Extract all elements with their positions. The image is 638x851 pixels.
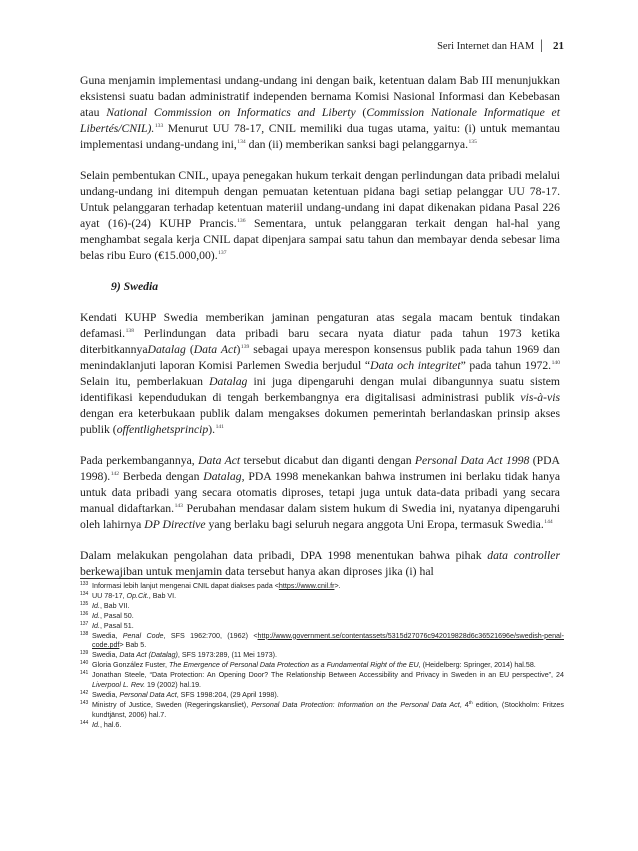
header-separator: | — [540, 38, 543, 53]
footnote-136: 136 Id., Pasal 50. — [80, 610, 134, 620]
cnil-link[interactable]: https://www.cnil.fr — [278, 582, 335, 590]
series-title: Seri Internet dan HAM — [437, 40, 535, 52]
footnote-144: 144 Id., hal.6. — [80, 719, 122, 729]
footnote-140: 140 Gloria González Fuster, The Emergence of Personal Data Protection as a Fundamental Right of the EU, (Heidelberg: Springer, 2014) hal.58. — [80, 660, 536, 670]
footnote-138: 138 Swedia, Penal Code, SFS 1962:700, (1962) <http://www.government.se/contentassets/5315d27076c942019828d6c36521696e/swedish-penal-code.pdf> Bab 5. — [80, 630, 564, 650]
paragraph-swedia-datalag: Kendati KUHP Swedia memberikan jaminan pengaturan atas segala macam bentuk tindakan defamasi.$^{138}$ Perlindungan data pribadi baru secara nyata diatur pada tahun 1973 ketika diterbitkannyaDatalag (Data Act)$^{139}$ sebagai upaya merespon konsensus publik pada tahun 1969 dan menindaklanjuti laporan Komisi Parlemen Swedia berjudul “Data och integritet” pada tahun 1972.$^{140}$ Selain itu, pemberlakuan Datalag ini juga dipengaruhi dengan mulai dibangunnya suatu sistem identifikasi kependudukan di tengah berkembangnya era digitalisasi administrasi publik vis-à-vis dengan era keterbukaan publik dalam mengakses dokumen pemerintah berlandaskan prinsip akses publik (offentlighetsprincip).$^{141}$ — [80, 311, 561, 436]
page-number: 21 — [553, 40, 564, 52]
footnote-ref[interactable]: 137 — [218, 249, 227, 256]
footnote-ref[interactable]: 142 — [110, 471, 120, 478]
footnote-134: 134 UU 78-17, Op.Cit., Bab VI. — [80, 590, 177, 600]
footnote-ref[interactable]: 140 — [551, 360, 560, 367]
footnote-ref[interactable]: 138 — [125, 328, 134, 335]
footnote-ref[interactable]: 143 — [174, 502, 183, 509]
main-text — [80, 73, 560, 580]
footnote-139: 139 Swedia, Data Act (Datalag), SFS 1973:289, (11 Mei 1973). — [80, 650, 277, 660]
footnote-142: 142 Swedia, Personal Data Act, SFS 1998:204, (29 April 1998). — [80, 689, 279, 699]
footnote-ref[interactable]: 134 — [237, 138, 246, 145]
footnote-143: 143 Ministry of Justice, Sweden (Regeringskansliet), Personal Data Protection: Information on the Personal Data Act, 4th edition, (Stockholm: Fritzes kundtjänst, 2006) hal.7. — [80, 699, 564, 719]
footnote-135: 135 Id., Bab VII. — [80, 600, 130, 610]
footnote-141: 141 Jonathan Steele, “Data Protection: An Opening Door? The Relationship Between Accessibility and Privacy in Sweden in an EU perspective”, 24 Liverpool L. Rev. 19 (2002) hal.19. — [80, 670, 564, 690]
footnote-ref[interactable]: 139 — [240, 344, 250, 351]
paragraph-cnil-enforcement: Selain pembentukan CNIL, upaya penegakan hukum terkait dengan perlindungan data pribadi melalui undang-undang ini ditempuh dengan pemuatan ketentuan pidana bagi setiap pelanggar UU 78-17. Untuk pelanggaran terhadap ketentuan materiil undang-undang ini dapat dikenakan pidana Pasal 226 ayat (16)-(24) KUHP Prancis.$^{136}$ Sementara, untuk pelanggaran terkait dengan hal-hal yang menghambat segala kerja CNIL dapat dipenjara sampai satu tahun dan membayar denda sebesar lima belas ribu Euro (€15.000,00).$^{137}$ — [80, 169, 560, 262]
penal-code-link[interactable]: http://www.government.se/contentassets/5315d27076c942019828d6c36521696e/swedish-penal-code.pdf — [92, 631, 564, 650]
footnote-divider — [80, 578, 230, 579]
paragraph-swedia-pda: Pada perkembangannya, Data Act tersebut dicabut dan diganti dengan Personal Data Act 1998 (PDA 1998).$^{142}$ Berbeda dengan Datalag, PDA 1998 menekankan bahwa instrumen ini berlaku tidak hanya untuk data pribadi yang secara otomatis diproses, tetapi juga untuk data-data pribadi yang secara manual didaftarkan.$^{143}$ Perubahan mendasar dalam sistem hukum di Swedia ini, nyatanya dipengaruhi oleh lahirnya DP Directive yang berlaku bagi seluruh negara anggota Uni Eropa, termasuk Swedia.$^{144}$ — [80, 454, 561, 531]
footnotes — [80, 582, 564, 731]
footnote-ref[interactable]: 136 — [237, 217, 246, 224]
footnote-133: 133 Informasi lebih lanjut mengenai CNIL dapat diakses pada <https://www.cnil.fr>. — [80, 581, 341, 590]
paragraph-cnil-intro: Guna menjamin implementasi undang-undang ini dengan baik, ketentuan dalam Bab III menunjukkan eksistensi suatu badan administratif independen bernama Komisi Nasional Informasi dan Kebebasan atau National Commission on Informatics and Liberty (Commission Nationale Informatique et Libertés/CNIL).$^{133}$ Menurut UU 78-17, CNIL memiliki dua tugas utama, yaitu: (i) untuk memantau implementasi undang-undang ini,$^{134}$ dan (ii) memberikan sanksi bagi pelanggarnya.$^{135}$ — [80, 74, 560, 151]
footnote-ref[interactable]: 135 — [468, 138, 477, 145]
footnote-ref[interactable]: 141 — [215, 423, 224, 430]
footnote-ref[interactable]: 133 — [154, 122, 164, 129]
section-heading-swedia: 9) Swedia — [111, 279, 159, 293]
paragraph-data-controller: Dalam melakukan pengolahan data pribadi, DPA 1998 menentukan bahwa pihak data controller berkewajiban untuk menjamin data tersebut hanya akan diproses jika (i) hal — [80, 549, 561, 579]
footnote-137: 137 Id., Pasal 51. — [80, 620, 134, 630]
footnote-ref[interactable]: 144 — [544, 518, 553, 525]
running-header — [437, 38, 564, 54]
